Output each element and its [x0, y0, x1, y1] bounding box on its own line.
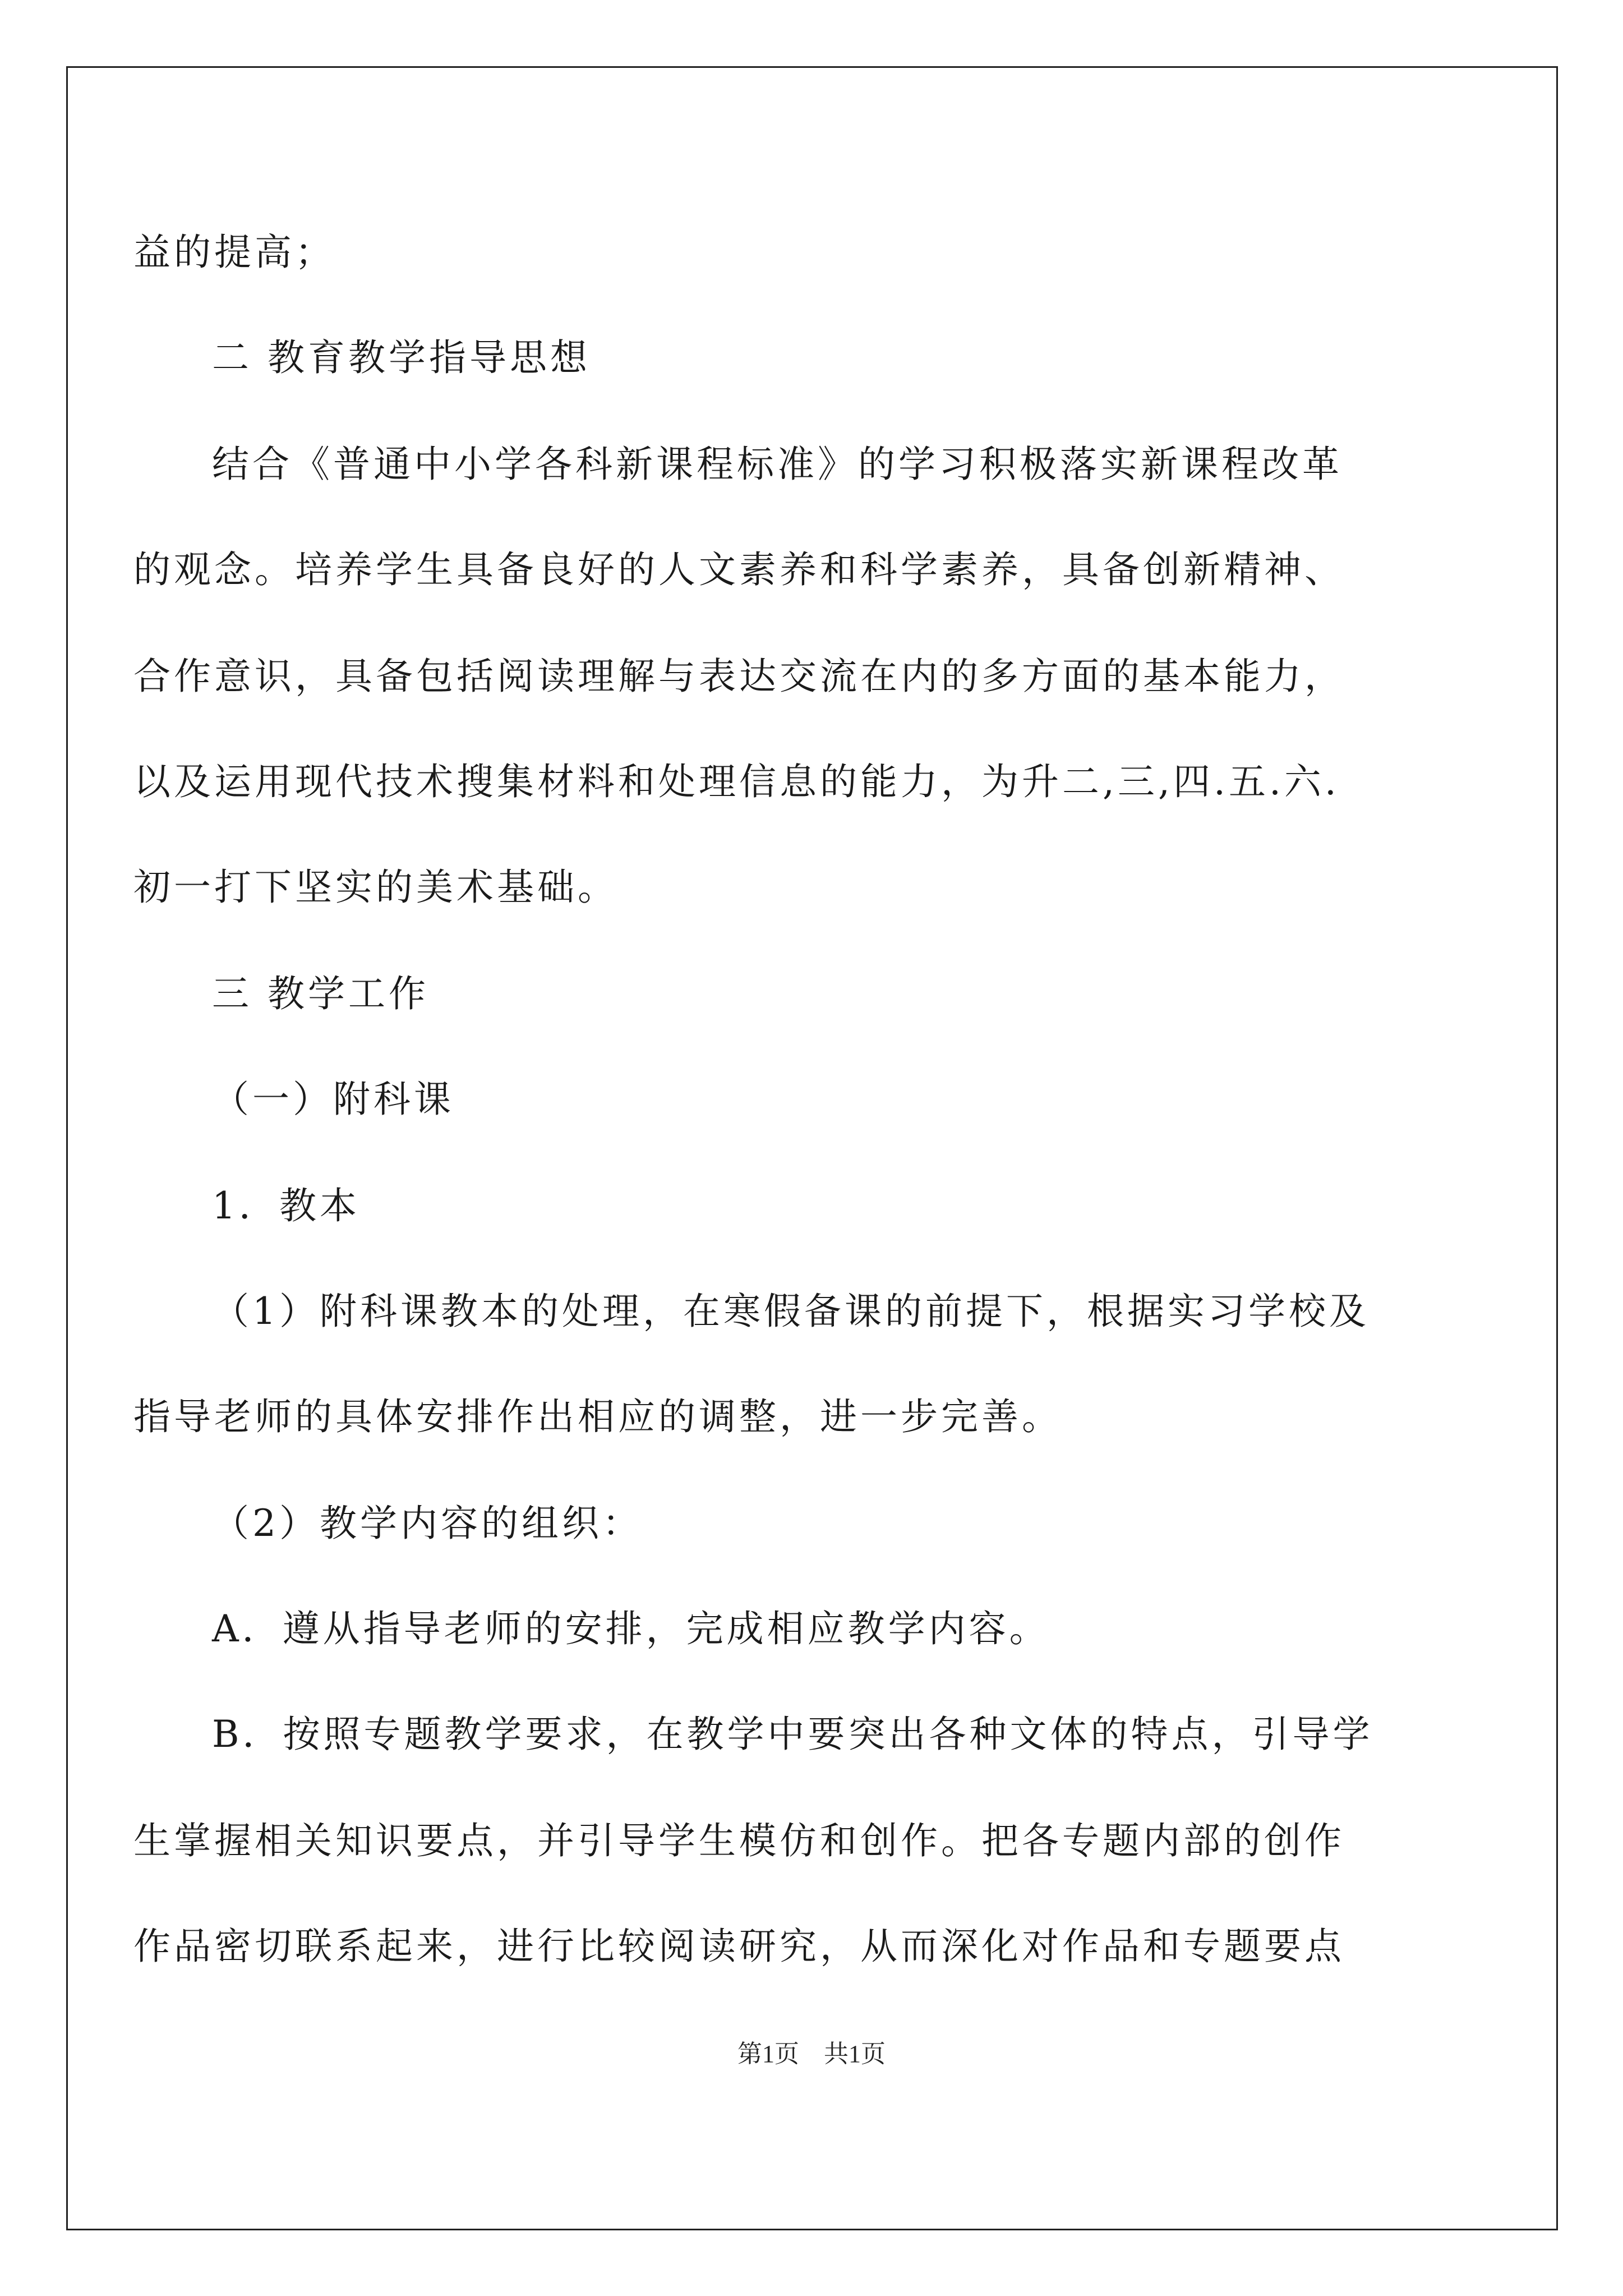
- text-line-1: 益的提高；: [133, 231, 335, 274]
- text-line-11: （1）附科课教本的处理，在寒假备课的前提下，根据实习学校及: [212, 1290, 1370, 1333]
- text-line-14: A．遵从指导老师的安排，完成相应教学内容。: [212, 1607, 1050, 1650]
- text-line-5: 合作意识，具备包括阅读理解与表达交流在内的多方面的基本能力，: [133, 655, 1345, 698]
- text-line-3: 结合《普通中小学各科新课程标准》的学习积极落实新课程改革: [212, 443, 1343, 486]
- text-line-13: （2）教学内容的组织：: [212, 1502, 643, 1545]
- text-line-12: 指导老师的具体安排作出相应的调整，进一步完善。: [133, 1395, 1062, 1438]
- section-heading-2: 二 教育教学指导思想: [212, 336, 591, 379]
- page-footer: 第1页 共1页: [737, 2040, 886, 2068]
- page-border: [66, 66, 1558, 2230]
- section-heading-3: 三 教学工作: [212, 972, 429, 1015]
- subsection-heading: （一）附科课: [212, 1078, 454, 1121]
- text-line-15: B．按照专题教学要求，在教学中要突出各种文体的特点，引导学: [212, 1713, 1373, 1756]
- text-line-4: 的观念。培养学生具备良好的人文素养和科学素养，具备创新精神、: [133, 548, 1345, 591]
- text-line-7: 初一打下坚实的美术基础。: [133, 866, 618, 909]
- item-heading: 1．教本: [212, 1184, 360, 1227]
- text-line-17: 作品密切联系起来，进行比较阅读研究，从而深化对作品和专题要点: [133, 1925, 1345, 1968]
- text-line-16: 生掌握相关知识要点，并引导学生模仿和创作。把各专题内部的创作: [133, 1819, 1345, 1862]
- text-line-6: 以及运用现代技术搜集材料和处理信息的能力，为升二,三,四.五.六.: [133, 760, 1340, 803]
